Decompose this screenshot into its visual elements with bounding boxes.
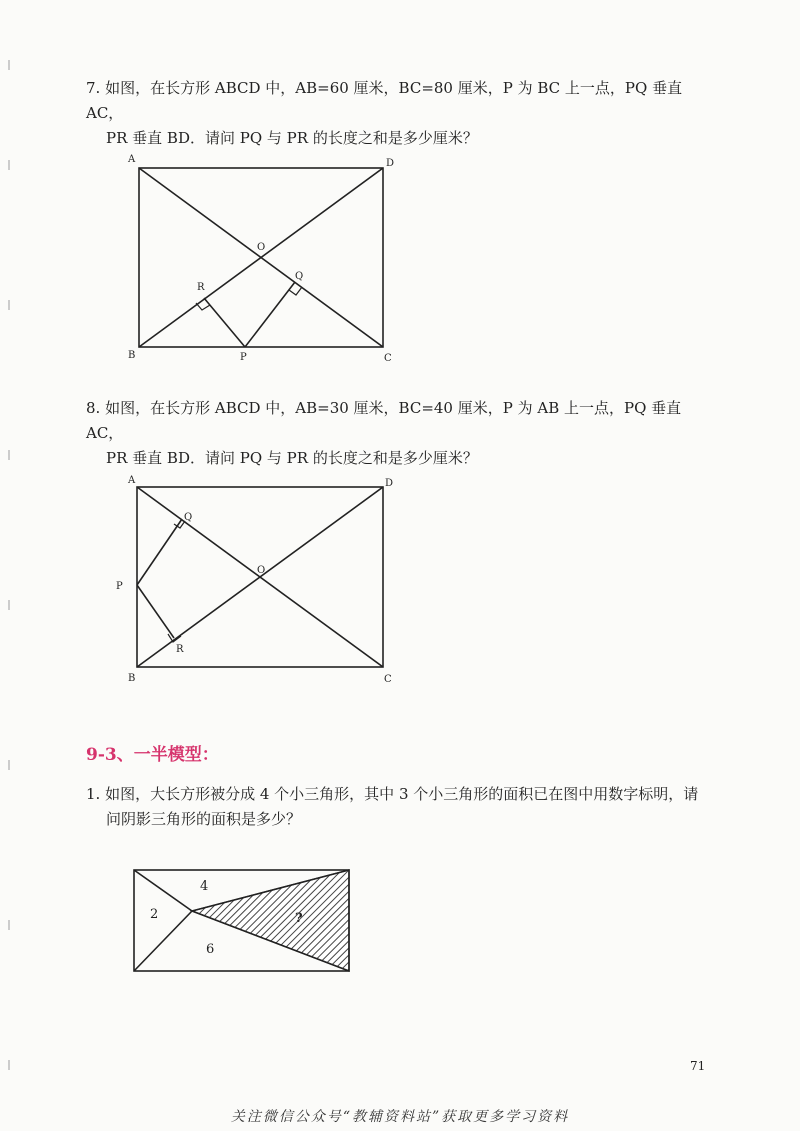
problem-8 xyxy=(86,396,716,471)
rectangle-diagram-7 xyxy=(120,150,410,370)
area-label-shaded: ? xyxy=(295,911,303,926)
segment xyxy=(134,911,192,971)
footer-note: 关注微信公众号“教辅资料站”获取更多学习资料 xyxy=(230,1109,570,1125)
label-o: O xyxy=(257,242,266,253)
label-a: A xyxy=(128,475,136,486)
binding-mark xyxy=(8,760,10,770)
area-label-bottom: 6 xyxy=(206,942,215,957)
binding-mark xyxy=(8,60,10,70)
label-d: D xyxy=(385,478,394,489)
segment xyxy=(134,870,192,911)
label-o: O xyxy=(257,565,266,576)
problem-text-line1: 如图，在长方形 ABCD 中，AB=60 厘米，BC=80 厘米，P 为 BC 上一点，PQ 垂直 AC， xyxy=(86,79,683,122)
problem-text-line2: PR 垂直 BD．请问 PQ 与 PR 的长度之和是多少厘米？ xyxy=(106,129,478,147)
figure-problem-8 xyxy=(116,470,410,690)
label-p: P xyxy=(240,352,247,363)
label-a: A xyxy=(128,154,136,165)
segment-pq xyxy=(245,282,295,347)
problem-9-3-1 xyxy=(86,782,716,832)
problem-number: 7. xyxy=(86,79,101,97)
label-p: P xyxy=(116,581,123,592)
segment-pq xyxy=(137,519,182,585)
label-c: C xyxy=(384,353,392,364)
segment-pr xyxy=(137,585,174,638)
problem-text-line1: 如图，在长方形 ABCD 中，AB=30 厘米，BC=40 厘米，P 为 AB 上一点，PQ 垂直 AC， xyxy=(86,399,682,442)
page-number: 71 xyxy=(690,1059,706,1073)
figure-problem-7 xyxy=(120,150,410,370)
problem-number: 8. xyxy=(86,399,101,417)
problem-text-line2: 问阴影三角形的面积是多少？ xyxy=(106,810,302,828)
area-label-left: 2 xyxy=(150,907,159,922)
label-b: B xyxy=(128,673,136,684)
right-angle-r xyxy=(168,634,181,642)
binding-mark xyxy=(8,450,10,460)
label-b: B xyxy=(128,350,136,361)
problem-7 xyxy=(86,76,716,151)
problem-text-line2: PR 垂直 BD．请问 PQ 与 PR 的长度之和是多少厘米？ xyxy=(106,449,478,467)
half-model-diagram xyxy=(130,862,360,980)
section-title: 9-3、一半模型： xyxy=(86,745,219,765)
figure-half-model xyxy=(130,862,360,980)
label-q: Q xyxy=(184,512,193,523)
problem-text-line1: 如图，大长方形被分成 4 个小三角形，其中 3 个小三角形的面积已在图中用数字标明，请 xyxy=(105,785,699,803)
rectangle-diagram-8 xyxy=(116,470,410,690)
binding-mark xyxy=(8,920,10,930)
binding-mark xyxy=(8,160,10,170)
label-r: R xyxy=(176,644,184,655)
label-d: D xyxy=(386,158,395,169)
label-c: C xyxy=(384,674,392,685)
binding-mark xyxy=(8,600,10,610)
binding-mark xyxy=(8,300,10,310)
label-r: R xyxy=(197,282,205,293)
label-q: Q xyxy=(295,271,304,282)
problem-number: 1. xyxy=(86,785,101,803)
binding-mark xyxy=(8,1060,10,1070)
area-label-top: 4 xyxy=(200,879,209,894)
